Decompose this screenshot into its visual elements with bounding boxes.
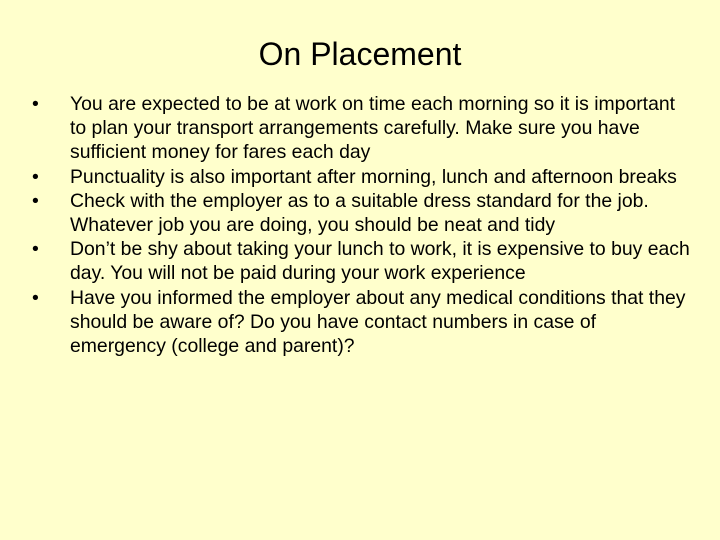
bullet-icon: • [32,238,39,261]
bullet-text: Have you informed the employer about any medical conditions that they should be aware of? Do you have contact numbers in case of emergency (college and parent)? [70,286,686,358]
bullet-text: Punctuality is also important after morning, lunch and afternoon breaks [70,165,677,188]
bullet-item [32,165,692,189]
slide-title: On Placement [258,36,462,72]
bullet-icon: • [32,286,39,309]
bullet-text: Check with the employer as to a suitable dress standard for the job. Whatever job you are doing, you should be neat and tidy [70,189,649,237]
bullet-item [32,92,692,165]
bullet-list [32,92,692,358]
bullet-icon: • [32,165,39,188]
bullet-item [32,189,692,237]
bullet-item [32,286,692,359]
bullet-text: Don’t be shy about taking your lunch to work, it is expensive to buy each day. You will not be paid during your work experience [70,238,690,285]
bullet-icon: • [32,189,39,212]
bullet-item [32,237,692,285]
bullet-icon: • [32,93,39,115]
bullet-text: You are expected to be at work on time each morning so it is important to plan your transport arrangements carefully. Make sure you have sufficient money for fares each day [70,93,676,164]
